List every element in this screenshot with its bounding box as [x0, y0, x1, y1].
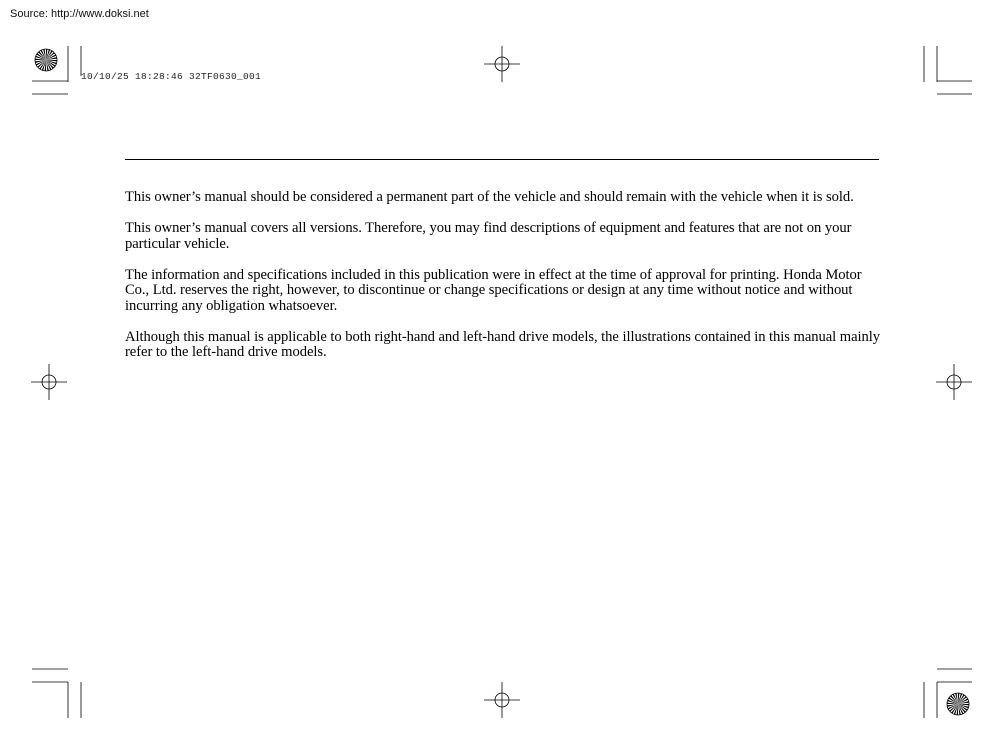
- print-timestamp: 10/10/25 18:28:46 32TF0630_001: [81, 71, 262, 82]
- registration-mark-top: [484, 46, 520, 82]
- registration-mark-bottom: [484, 682, 520, 718]
- registration-mark-left: [31, 364, 67, 400]
- starburst-target-bottom-right: [947, 693, 969, 715]
- header-rule: [125, 159, 879, 160]
- source-line: Source: http://www.doksi.net: [10, 8, 149, 20]
- notice-text: [125, 190, 881, 376]
- paragraph-permanent-part: This owner’s manual should be considered a permanent part of the vehicle and should remain with the vehicle when it is sold.: [125, 189, 854, 205]
- registration-mark-right: [936, 364, 972, 400]
- paragraph-all-versions: This owner’s manual covers all versions. Therefore, you may find descriptions of equipment and features that are not on your particular vehicle.: [125, 220, 852, 252]
- paragraph-specifications: The information and specifications included in this publication were in effect at the time of approval for printing. Honda Motor Co., Ltd. reserves the right, however, to discontinue or change specifications or design at any time without notice and without incurring any obligation whatsoever.: [125, 266, 862, 314]
- starburst-target-top-left: [35, 49, 57, 71]
- paragraph-drive-models: Although this manual is applicable to both right-hand and left-hand drive models, the illustrations contained in this manual mainly refer to the left-hand drive models.: [125, 328, 881, 360]
